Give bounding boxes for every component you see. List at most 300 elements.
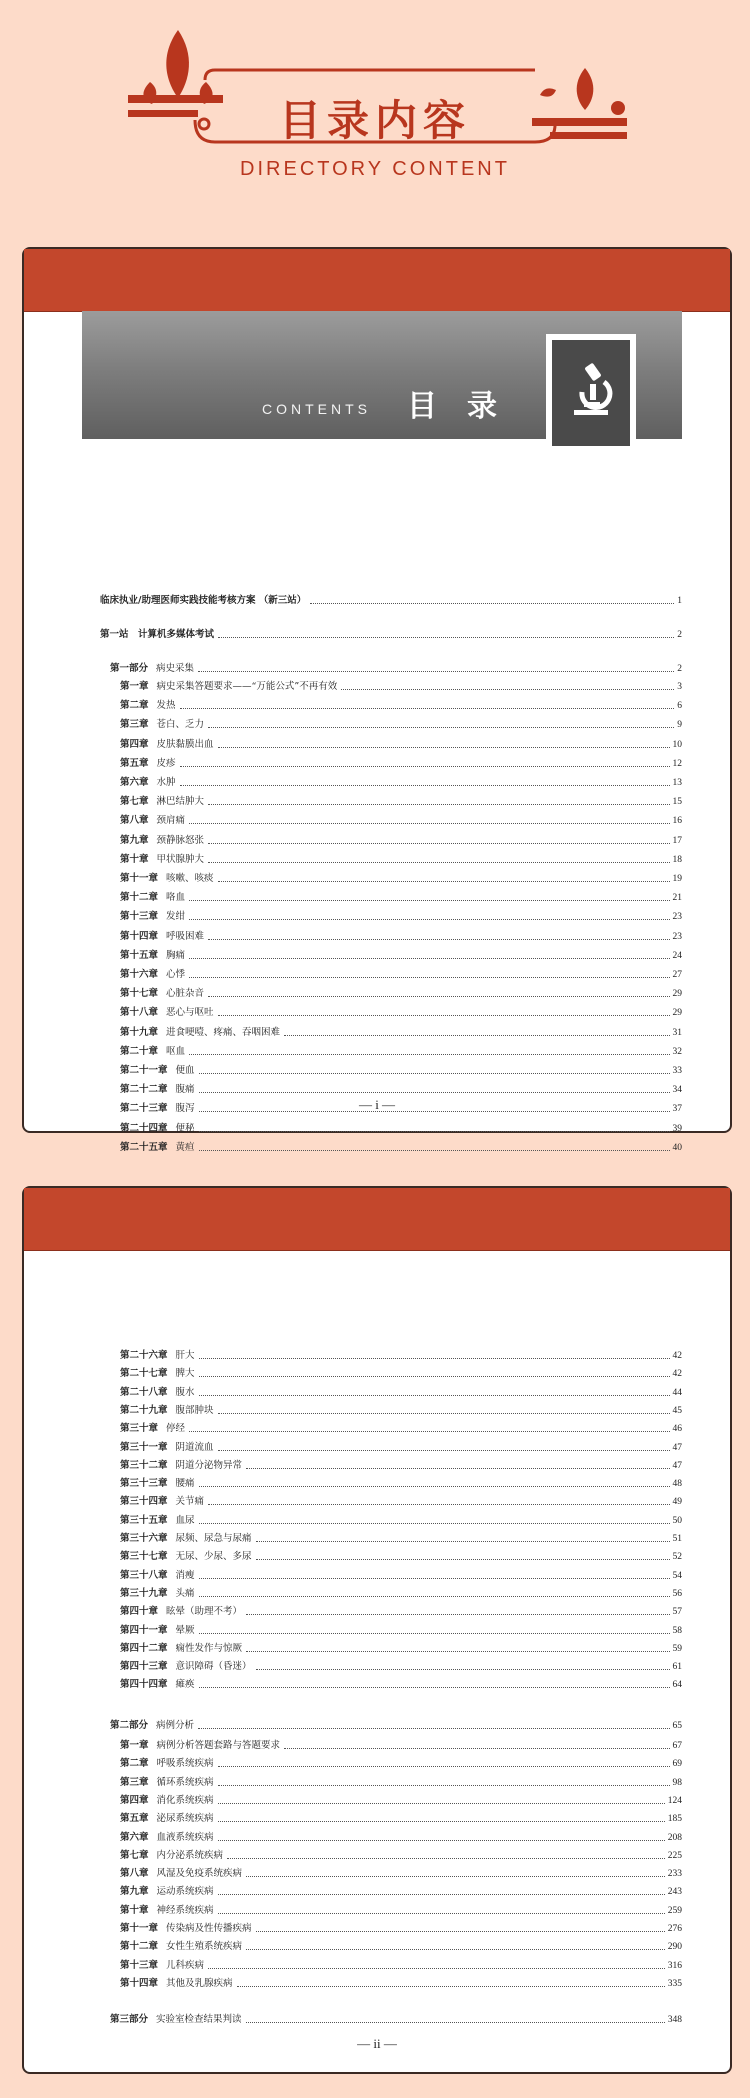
toc-page-number: 9 [677,720,682,731]
toc-page-number: 225 [667,1850,682,1861]
toc-entry[interactable] [120,1757,682,1770]
toc-page-number: 59 [672,1643,682,1654]
toc-entry-title: 晕厥 [175,1624,195,1636]
toc-entry[interactable] [120,1794,682,1807]
toc-page-2 [22,1186,732,2074]
toc-entry-title: 水肿 [156,777,176,788]
toc-leader-dots [199,1150,670,1151]
toc-leader-dots [218,1015,670,1016]
toc-chapter-number: 第十五章 [120,949,159,961]
toc-entry-title: 呼吸系统疾病 [156,1758,214,1770]
toc-leader-dots [199,1687,670,1688]
toc-leader-dots [199,1092,670,1093]
toc-entry-title: 实验室检查结果判读 [156,2014,242,2025]
toc-page-number: 69 [672,1759,682,1770]
toc-entry[interactable] [120,1514,682,1527]
toc-entry-title: 意识障碍（昏迷） [175,1661,252,1673]
toc-entry[interactable] [120,1477,682,1490]
toc-entry[interactable] [120,1739,682,1752]
toc-page-number: 33 [672,1066,682,1076]
toc-chapter-number: 第十四章 [120,1977,159,1989]
toc-page-number: 23 [672,912,682,923]
page-number: — i — [358,1097,396,1112]
toc-entry[interactable] [120,1495,682,1508]
toc-leader-dots [246,1468,669,1469]
toc-entry-title: 无尿、少尿、多尿 [175,1551,252,1563]
toc-leader-dots [189,1431,669,1432]
toc-entry[interactable] [120,1026,682,1039]
toc-entry[interactable] [120,1605,682,1618]
toc-entry-title: 颈静脉怒张 [156,834,205,846]
contents-label: CONTENTS [262,401,371,417]
toc-leader-dots [189,958,669,959]
toc-leader-dots [218,1803,665,1804]
toc-entry-title: 泌尿系统疾病 [156,1813,214,1825]
toc-leader-dots [246,1876,665,1877]
toc-chapter-number: 第二十四章 [120,1122,168,1134]
toc-leader-dots [246,1614,669,1615]
toc-leader-dots [199,1523,670,1524]
toc-entry-title: 病例分析 [156,1720,195,1731]
toc-entry[interactable] [120,1678,682,1691]
toc-chapter-number: 第二章 [120,1758,149,1770]
microscope-icon [552,340,630,446]
toc-page-number: 21 [672,893,682,904]
toc-page-number: 2 [677,664,682,674]
toc-entry-title: 腹泻 [175,1103,195,1115]
toc-entry[interactable] [120,1006,682,1019]
toc-leader-dots [199,1376,670,1377]
toc-entry-title: 瘫痪 [175,1679,195,1691]
toc-entry-title: 皮肤黏膜出血 [156,738,214,750]
toc-page-number: 6 [677,701,682,712]
toc-entry[interactable] [120,1083,682,1096]
toc-entry-title: 关节痛 [175,1496,205,1508]
toc-entry[interactable] [120,1422,682,1435]
toc-leader-dots [310,603,674,604]
toc-page-number: 185 [667,1814,682,1825]
toc-entry[interactable] [120,1959,682,1972]
toc-entry[interactable] [120,1660,682,1673]
toc-page-number: 348 [667,2015,682,2025]
banner-title: 目录内容 [278,96,471,145]
toc-chapter-number: 第四十二章 [120,1642,168,1654]
toc-chapter-number: 第十章 [120,853,149,865]
toc-leader-dots [218,1840,665,1841]
toc-leader-dots [189,823,669,824]
toc-page-number: 50 [672,1515,682,1526]
toc-entry-title: 心脏杂音 [166,988,205,1000]
toc-leader-dots [189,1054,669,1055]
toc-entry[interactable] [120,718,682,731]
toc-entry[interactable] [120,872,682,885]
toc-entry-title: 临床执业/助理医师实践技能考核方案 （新三站） [100,595,307,606]
toc-leader-dots [180,708,675,709]
toc-chapter-number: 第八章 [120,815,149,827]
toc-page-number: 42 [672,1351,682,1361]
toc-leader-dots [199,1486,670,1487]
toc-entry-title: 腰痛 [175,1478,195,1490]
toc-page-number: 18 [672,854,682,865]
toc-entry[interactable] [120,1349,682,1362]
toc-leader-dots [208,996,669,997]
toc-leader-dots [208,939,669,940]
toc-entry-title: 女性生殖系统疾病 [166,1941,243,1953]
toc-page-number: 27 [672,970,682,980]
toc-chapter-number: 第二章 [120,700,149,712]
toc-chapter-number: 第十六章 [120,969,159,980]
toc-entry[interactable] [120,1624,682,1637]
toc-chapter-number: 第二十三章 [120,1103,168,1115]
toc-page-number: 46 [672,1424,682,1435]
toc-chapter-number: 第七章 [120,1849,149,1861]
toc-leader-dots [218,1413,670,1414]
toc-entry[interactable] [120,1386,682,1399]
toc-chapter-number: 第五章 [120,757,149,769]
toc-page-number: 29 [672,989,682,1000]
toc-page-number: 13 [672,778,682,788]
toc-page-number: 17 [672,835,682,846]
toc-leader-dots [246,1651,669,1652]
toc-entry[interactable] [120,1885,682,1898]
toc-page-number: 61 [672,1662,682,1673]
toc-page-number: 16 [672,816,682,827]
toc-entry[interactable] [120,1831,682,1844]
toc-entry[interactable] [120,1849,682,1862]
toc-entry[interactable] [120,1776,682,1789]
toc-leader-dots [218,1766,670,1767]
toc-chapter-number: 第三十二章 [120,1459,168,1471]
toc-page-number: 44 [672,1387,682,1398]
toc-entry-title: 病史采集答题要求——“万能公式”不再有效 [156,681,338,692]
toc-chapter-number: 第十三章 [120,911,159,923]
toc-entry[interactable] [120,834,682,847]
toc-leader-dots [208,843,669,844]
toc-entry[interactable] [120,1459,682,1472]
toc-page-number: 12 [672,758,682,769]
toc-page-number: 98 [672,1777,682,1788]
toc-leader-dots [218,881,670,882]
toc-entry[interactable] [120,949,682,962]
toc-entry-title: 发热 [156,700,176,712]
toc-entry[interactable] [110,1719,682,1732]
toc-chapter-number: 第十章 [120,1904,149,1916]
card-header-bar [24,1188,730,1251]
toc-chapter-number: 第八章 [120,1868,149,1880]
toc-page-number: 290 [667,1942,682,1953]
toc-entry[interactable] [120,1122,682,1135]
toc-page-number: 37 [672,1104,682,1115]
toc-chapter-number: 第三十九章 [120,1587,168,1599]
toc-page-number: 58 [672,1625,682,1636]
toc-page-number: 47 [672,1442,682,1453]
toc-leader-dots [256,1541,670,1542]
toc-chapter-number: 第三十七章 [120,1551,168,1563]
toc-leader-dots [218,1785,670,1786]
toc-leader-dots [218,637,674,638]
toc-leader-dots [341,689,674,690]
toc-entry-title: 阴道分泌物异常 [175,1459,243,1471]
toc-leader-dots [208,1968,665,1969]
toc-chapter-number: 第一章 [120,1740,149,1751]
toc-page-number: 15 [672,797,682,808]
toc-page-number: 65 [672,1721,682,1731]
toc-entry-title: 呼吸困难 [166,930,205,942]
toc-entry[interactable] [120,930,682,943]
toc-chapter-number: 第十二章 [120,1941,159,1953]
toc-page-number: 39 [672,1123,682,1134]
toc-entry-title: 消瘦 [175,1569,195,1581]
toc-entry[interactable] [120,891,682,904]
toc-page-number: 57 [672,1607,682,1618]
toc-entry-title: 头痛 [175,1587,195,1599]
toc-entry[interactable] [100,594,682,607]
toc-entry[interactable] [120,1922,682,1935]
toc-chapter-number: 第三十五章 [120,1514,168,1526]
toc-entry[interactable] [120,1045,682,1058]
toc-entry[interactable] [120,1904,682,1917]
toc-chapter-number: 第二十章 [120,1045,159,1057]
toc-page-number: 3 [677,682,682,692]
toc-page-number: 56 [672,1588,682,1599]
toc-leader-dots [284,1035,669,1036]
toc-chapter-number: 第三十四章 [120,1496,168,1508]
toc-leader-dots [208,727,674,728]
toc-entry[interactable] [120,1532,682,1545]
toc-entry[interactable] [120,987,682,1000]
toc-page-number: 42 [672,1369,682,1380]
toc-entry-title: 循环系统疾病 [156,1776,214,1788]
toc-leader-dots [189,900,669,901]
toc-chapter-number: 第三章 [120,719,149,731]
toc-page-number: 40 [672,1142,682,1153]
toc-leader-dots [218,1450,670,1451]
toc-leader-dots [218,1821,665,1822]
toc-chapter-number: 第十七章 [120,988,159,1000]
toc-entry-title: 咯血 [166,892,186,904]
toc-leader-dots [256,1559,670,1560]
toc-chapter-number: 第二十八章 [120,1386,168,1398]
toc-entry-title: 消化系统疾病 [156,1794,214,1806]
toc-entry-title: 心悸 [166,969,186,980]
toc-chapter-number: 第四章 [120,738,149,750]
toc-page-number: 64 [672,1680,682,1691]
toc-entry-title: 胸痛 [166,949,186,961]
toc-entry[interactable] [120,1569,682,1582]
toc-page-number: 51 [672,1534,682,1544]
toc-page-number: 32 [672,1046,682,1057]
toc-chapter-number: 第七章 [120,796,149,808]
toc-chapter-number: 第十八章 [120,1007,159,1019]
toc-page-number: 2 [677,630,682,640]
toc-entry[interactable] [120,680,682,693]
toc-chapter-number: 第四十章 [120,1606,159,1618]
toc-entry-title: 脾大 [175,1368,195,1380]
toc-entry-title: 呕血 [166,1045,186,1057]
toc-entry[interactable] [120,795,682,808]
toc-entry-title: 第一站 计算机多媒体考试 [100,629,215,640]
toc-page-number: 276 [667,1924,682,1934]
toc-leader-dots [256,1931,665,1932]
toc-chapter-number: 第十一章 [120,873,159,884]
toc-entry-title: 血液系统疾病 [156,1831,214,1843]
toc-chapter-number: 第九章 [120,834,149,846]
toc-entry-title: 苍白、乏力 [156,719,205,731]
toc-chapter-number: 第三章 [120,1776,149,1788]
toc-leader-dots [284,1748,669,1749]
toc-chapter-number: 第三十八章 [120,1569,168,1581]
toc-entry-title: 风湿及免疫系统疾病 [156,1868,243,1880]
toc-entry[interactable] [120,1550,682,1563]
toc-leader-dots [189,977,669,978]
toc-chapter-number: 第二部分 [110,1720,149,1731]
toc-leader-dots [189,919,669,920]
toc-chapter-number: 第四十一章 [120,1624,168,1636]
toc-entry-title: 进食哽噎、疼痛、吞咽困难 [166,1026,281,1038]
banner [0,0,750,200]
toc-page-number: 24 [672,950,682,961]
toc-leader-dots [199,1578,670,1579]
toc-chapter-number: 第三十一章 [120,1441,168,1453]
toc-leader-dots [218,747,670,748]
toc-chapter-number: 第六章 [120,1831,149,1843]
toc-entry[interactable] [120,1064,682,1077]
toc-page-number: 54 [672,1570,682,1581]
toc-entry-title: 恶心与呕吐 [166,1007,214,1019]
toc-entry-title: 其他及乳腺疾病 [166,1977,233,1989]
toc-leader-dots [199,1633,670,1634]
toc-entry[interactable] [120,699,682,712]
microscope-frame [546,334,636,452]
toc-chapter-number: 第六章 [120,777,149,788]
toc-leader-dots [208,1504,669,1505]
toc-chapter-number: 第二十六章 [120,1350,168,1361]
toc-entry-title: 停经 [166,1423,186,1435]
toc-page-number: 243 [667,1887,682,1898]
toc-leader-dots [199,1395,670,1396]
toc-entry-title: 病史采集 [156,663,195,674]
toc-entry-title: 便秘 [175,1122,195,1134]
toc-leader-dots [218,1894,665,1895]
toc-entry[interactable] [120,776,682,789]
toc-entry[interactable] [120,1940,682,1953]
toc-entry-title: 淋巴结肿大 [156,796,205,808]
toc-chapter-number: 第三十章 [120,1423,159,1435]
toc-chapter-number: 第十二章 [120,892,159,904]
toc-page-number: 10 [672,739,682,750]
toc-entry-title: 腹部肿块 [175,1404,214,1416]
toc-page-number: 124 [667,1795,682,1806]
toc-page-number: 31 [672,1027,682,1038]
toc-page-number: 208 [667,1832,682,1843]
toc-entry[interactable] [120,1977,682,1990]
toc-entry-title: 颈肩痛 [156,815,186,827]
toc-page-number: 259 [667,1905,682,1916]
banner-subtitle: DIRECTORY CONTENT [240,158,510,180]
toc-entry[interactable] [120,1367,682,1380]
toc-entry-title: 腹痛 [175,1084,195,1096]
toc-chapter-number: 第三十三章 [120,1478,168,1490]
toc-entry[interactable] [120,853,682,866]
toc-entry[interactable] [110,2013,682,2026]
toc-entry-title: 便血 [175,1065,195,1076]
toc-chapter-number: 第十三章 [120,1959,159,1971]
toc-entry[interactable] [120,814,682,827]
toc-leader-dots [199,1131,670,1132]
toc-page-number: 45 [672,1405,682,1416]
toc-page-number: 67 [672,1741,682,1751]
toc-page-number: 233 [667,1869,682,1880]
toc-chapter-number: 第四章 [120,1794,149,1806]
toc-entry[interactable] [120,738,682,751]
toc-chapter-number: 第四十三章 [120,1661,168,1673]
toc-leader-dots [246,1949,665,1950]
toc-leader-dots [199,1358,670,1359]
toc-leader-dots [180,766,670,767]
toc-entry[interactable] [120,1642,682,1655]
toc-entry[interactable] [100,628,682,641]
toc-entry[interactable] [110,662,682,675]
toc-page-number: 29 [672,1008,682,1019]
toc-entry-title: 传染病及性传播疾病 [166,1923,252,1934]
toc-entry-title: 神经系统疾病 [156,1904,214,1916]
toc-entry-title: 病例分析答题套路与答题要求 [156,1740,281,1751]
toc-entry[interactable] [120,910,682,923]
toc-leader-dots [208,862,669,863]
toc-page-number: 23 [672,931,682,942]
toc-entry-title: 黄疸 [175,1141,195,1153]
toc-entry-title: 甲状腺肿大 [156,853,205,865]
toc-chapter-number: 第一部分 [110,663,149,674]
toc-chapter-number: 第二十九章 [120,1404,168,1416]
toc-entry[interactable] [120,1141,682,1154]
mulu-label: 目录 [407,389,527,424]
toc-entry-title: 阴道流血 [175,1441,214,1453]
toc-chapter-number: 第二十七章 [120,1368,168,1380]
toc-entry-title: 内分泌系统疾病 [156,1849,224,1861]
toc-leader-dots [208,804,669,805]
toc-chapter-number: 第九章 [120,1886,149,1898]
toc-entry[interactable] [120,968,682,981]
card-header-bar [24,249,730,312]
toc-entry-title: 皮疹 [156,757,176,769]
toc-page-number: 49 [672,1497,682,1508]
toc-chapter-number: 第二十一章 [120,1065,168,1076]
toc-page-number: 52 [672,1552,682,1563]
toc-chapter-number: 第一章 [120,681,149,692]
toc-entry[interactable] [120,1867,682,1880]
toc-entry-title: 肝大 [175,1350,195,1361]
toc-page-number: 48 [672,1479,682,1490]
toc-chapter-number: 第十一章 [120,1923,159,1934]
toc-page-number: 19 [672,874,682,884]
toc-leader-dots [256,1669,670,1670]
toc-entry[interactable] [120,1441,682,1454]
toc-entry-title: 咳嗽、咳痰 [166,873,214,884]
toc-chapter-number: 第四十四章 [120,1679,168,1691]
toc-chapter-number: 第三部分 [110,2014,149,2025]
toc-entry[interactable] [120,1404,682,1417]
toc-entry[interactable] [120,1812,682,1825]
toc-entry[interactable] [120,1587,682,1600]
toc-entry-title: 腹水 [175,1386,195,1398]
toc-chapter-number: 第十九章 [120,1026,159,1038]
toc-chapter-number: 第二十二章 [120,1084,168,1096]
toc-page-number: 47 [672,1460,682,1471]
toc-leader-dots [199,1073,670,1074]
toc-leader-dots [227,1858,665,1859]
toc-entry[interactable] [120,757,682,770]
